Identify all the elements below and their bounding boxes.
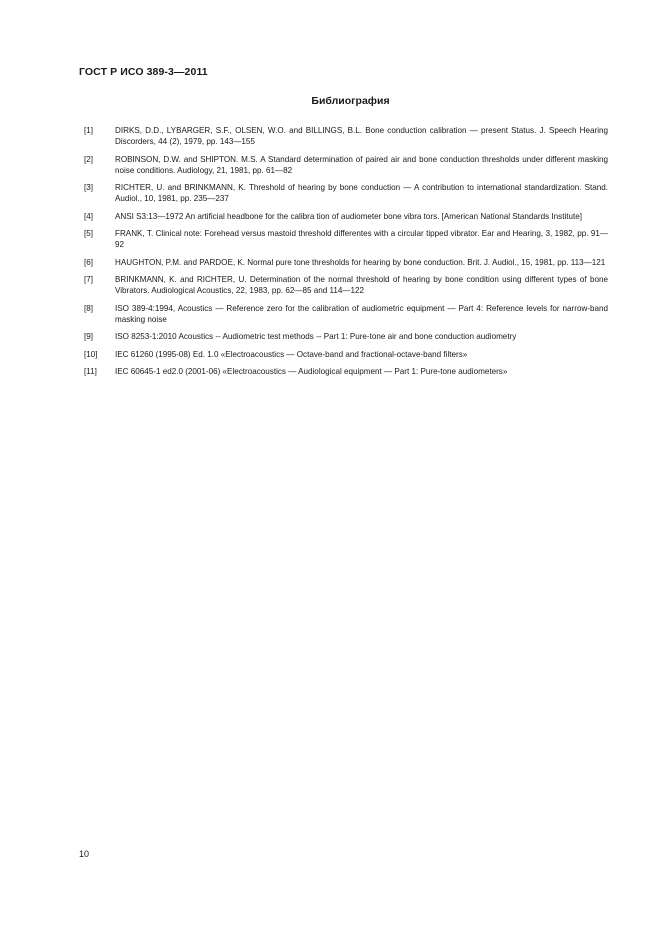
- entry-text: ISO 389-4:1994, Acoustics — Reference zero for the calibration of audiometric equipment — Part 4: Reference levels for narrow-band masking noise: [115, 303, 608, 324]
- entry-text: HAUGHTON, P.M. and PARDOE, K. Normal pure tone thresholds for hearing by bone conduction. Brit. J. Audiol., 15, 1981, pp. 113—121: [115, 257, 606, 267]
- entry-number: [2]: [84, 154, 93, 164]
- bibliography-entry: [84, 331, 608, 342]
- bibliography-entry: [84, 349, 608, 360]
- bibliography-entry: [84, 228, 608, 250]
- entry-text: IEC 60645-1 ed2.0 (2001-06) «Electroacoustics — Audiological equipment — Part 1: Pure-tone audiometers»: [115, 367, 508, 377]
- entry-number: [4]: [84, 211, 93, 221]
- bibliography-entry: [84, 182, 608, 204]
- entry-number: [7]: [84, 275, 93, 285]
- bibliography-entry: [84, 303, 608, 325]
- entry-number: [8]: [84, 303, 93, 313]
- entry-number: [3]: [84, 183, 93, 193]
- bibliography-entry: [84, 211, 608, 222]
- page-number: 10: [79, 849, 90, 859]
- entry-text: ISO 8253-1:2010 Acoustics -- Audiometric test methods -- Part 1: Pure-tone air and bone conduction audiometry: [115, 332, 517, 342]
- entry-number: [1]: [84, 126, 93, 135]
- bibliography-list: [84, 125, 608, 384]
- bibliography-entry: [84, 274, 608, 296]
- document-standard-header: ГОСТ Р ИСО 389-3—2011: [79, 66, 208, 78]
- entry-text: ANSI S3:13—1972 An artificial headbone for the calibra tion of audiometer bone vibra tors. [American National Standards Institute]: [115, 211, 583, 221]
- entry-text: RICHTER, U. and BRINKMANN, K. Threshold of hearing by bone conduction — A contribution to international standardization. Stand. Audiol., 10, 1981, pp. 235—237: [115, 183, 608, 204]
- bibliography-entry: [84, 125, 608, 147]
- entry-number: [6]: [84, 257, 93, 267]
- entry-number: [5]: [84, 229, 93, 239]
- entry-number: [9]: [84, 332, 93, 342]
- entry-text: FRANK, T. Clinical note: Forehead versus mastoid threshold differentes with a circular tipped vibrator. Ear and Hearing, 3, 1982, pp. 91—92: [115, 229, 608, 250]
- entry-text: DIRKS, D.D., LYBARGER, S.F., OLSEN, W.O. and BILLINGS, B.L. Bone conduction calibration — present Status. J. Speech Hearing Discorders, 44 (2), 1979, pp. 143—155: [115, 126, 608, 147]
- entry-text: BRINKMANN, K. and RICHTER, U. Determination of the normal threshold of hearing by bone condition using different types of bone Vibrators. Audiological Acoustics, 22, 1983, pp. 62—85 and 114—122: [115, 275, 608, 296]
- entry-number: [11]: [84, 367, 97, 377]
- entry-text: IEC 61260 (1995-08) Ed. 1.0 «Electroacoustics — Octave-band and fractional-octave-band filters»: [115, 349, 468, 359]
- bibliography-entry: [84, 366, 608, 377]
- bibliography-title: Библиография: [311, 95, 390, 107]
- bibliography-entry: [84, 154, 608, 176]
- entry-number: [10]: [84, 349, 98, 359]
- entry-text: ROBINSON, D.W. and SHIPTON. M.S. A Standard determination of paired air and bone conduction thresholds under different masking noise conditions. Audiology, 21, 1981, pp. 61—82: [115, 154, 608, 175]
- bibliography-entry: [84, 257, 608, 268]
